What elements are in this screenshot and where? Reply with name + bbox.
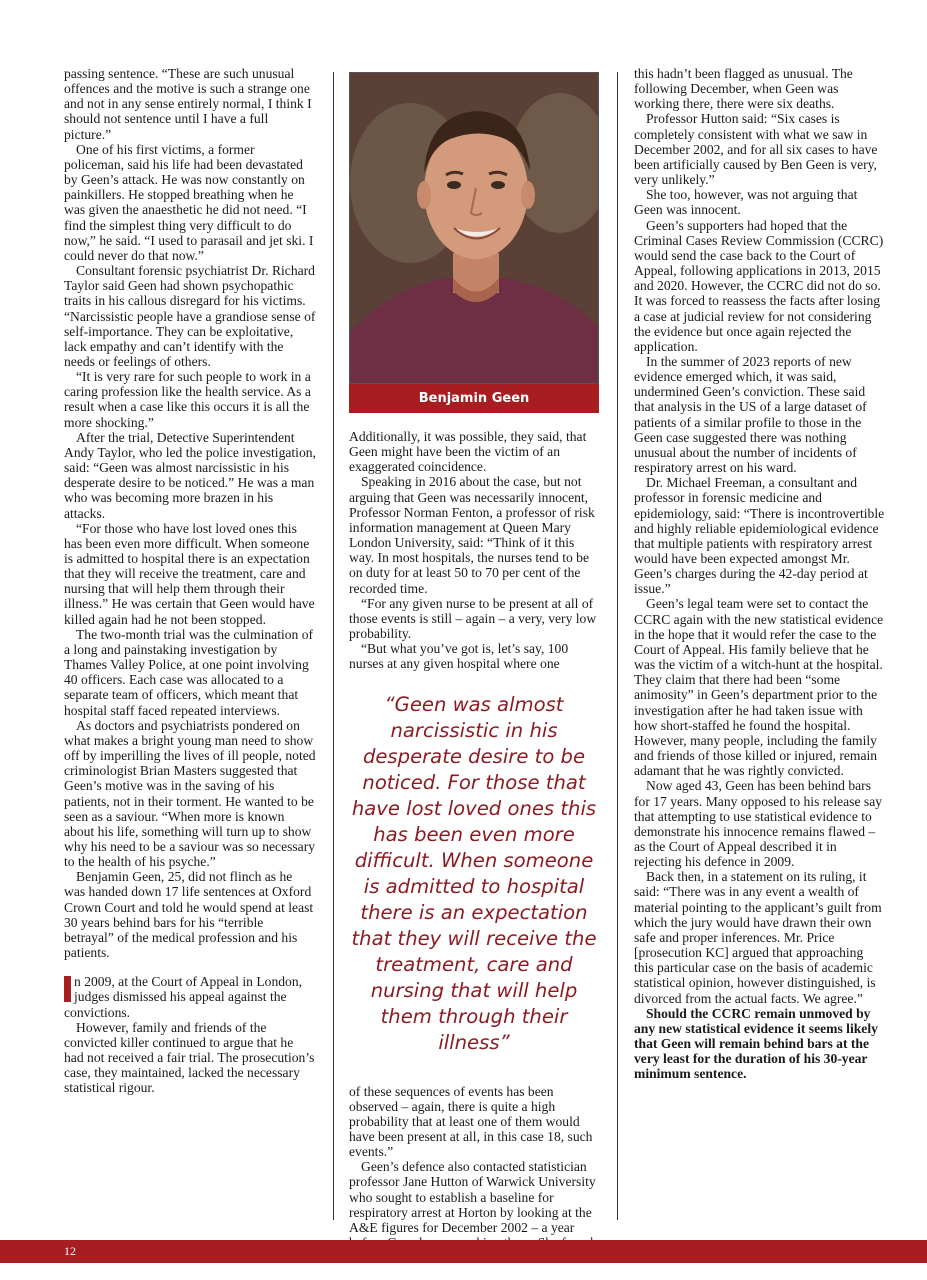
- paragraph: Back then, in a statement on its ruling, it said: “There was in any event a wealth of material pointing to the applicant’s guilt from which the jury would have drawn their own safe and proper inferences. Mr. Price [prosecution KC] argued that approaching this particular case on the basis of academic statistical opinion, however distinguished, is divorced from the actual facts. We agree.”: [634, 869, 882, 1006]
- paragraph: “But what you’ve got is, let’s say, 100 nurses at any given hospital where one: [349, 641, 569, 672]
- column-divider: [333, 72, 334, 1220]
- paragraph: “It is very rare for such people to work in a caring profession like the health service. As a result when a case like this occurs it is all the more shocking.”: [64, 369, 311, 430]
- paragraph: of these sequences of events has been observed – again, there is quite a high probability that at least one of them would have been present at all, in this case 18, such events.”: [349, 1083, 593, 1160]
- paragraph: Speaking in 2016 about the case, but not arguing that Geen was necessarily innocent, Professor Norman Fenton, a professor of risk information management at Queen Mary London University, said: “Think of it this way. In most hospitals, the nurses tend to be on duty for at least 50 to 70 per cent of the recorded time.: [349, 474, 595, 596]
- portrait-illustration: [350, 73, 599, 384]
- paragraph: One of his first victims, a former policeman, said his life had been devastated by Geen’s attack. He was now constantly on painkillers. He stopped breathing when he was given the anaesthetic he did not need. “I find the simplest thing very difficult to do now,” he said. “I used to parasail and jet ski. I could never do that now.”: [64, 141, 314, 263]
- portrait-photo: [349, 72, 599, 384]
- paragraph: She too, however, was not arguing that Geen was innocent.: [634, 187, 858, 218]
- paragraph: this hadn’t been flagged as unusual. The following December, when Geen was working there, there were six deaths.: [634, 66, 853, 112]
- paragraph: After the trial, Detective Superintendent Andy Taylor, who led the police investigation, said: “Geen was almost narcissistic in his desperate desire to be noticed.” He was a man who was becoming more brazen in his attacks.: [64, 429, 316, 521]
- paragraph: As doctors and psychiatrists pondered on what makes a bright young man need to show off by imperilling the lives of ill people, noted criminologist Brian Masters suggested that Geen’s motive was in the saving of his patients, not in their torment. He wanted to be seen as a saviour. “When more is known about his life, something will turn up to show why his need to be a saviour was so necessary to the health of his psyche.”: [64, 717, 316, 870]
- paragraph: “For any given nurse to be present at all of those events is still – again – a very, very low probability.: [349, 595, 597, 642]
- article-column-1: [64, 66, 316, 1095]
- paragraph: Consultant forensic psychiatrist Dr. Richard Taylor said Geen had shown psychopathic traits in his callous disregard for his victims. “Narcissistic people have a grandiose sense of self-importance. They can be exploitative, lack empathy and can’t identify with the needs or feelings of others.: [64, 263, 316, 369]
- section-opening-paragraph: n 2009, at the Court of Appeal in London, judges dismissed his appeal against the convictions.: [64, 974, 303, 1020]
- article-column-3: [634, 66, 886, 1081]
- pull-quote: “Geen was almost narcissistic in his desperate desire to be noticed. For those that have lost loved ones this has been even more difficult. When someone is admitted to hospital there is an expectation that they will receive the treatment, care and nursing that will help them through their illness”: [351, 692, 597, 1054]
- paragraph: Geen’s legal team were set to contact the CCRC again with the new statistical evidence in the hope that it would refer the case to the Court of Appeal. His family believe that he was the victim of a witch-hunt at the hospital. They claim that there had been “some animosity” in Geen’s department prior to the investigation after he had taken issue with how short-staffed he found the hospital. However, many people, including the family and friends of those killed or injured, remain adamant that he was rightly convicted.: [634, 596, 884, 779]
- paragraph: passing sentence. “These are such unusual offences and the motive is such a strange one and not in any sense entirely normal, I think I should not sentence until I have a full picture.”: [64, 66, 312, 142]
- drop-cap-marker: [64, 976, 71, 1002]
- paragraph: Now aged 43, Geen has been behind bars for 17 years. Many opposed to his release say that attempting to use statistical evidence to demonstrate his innocence remains flawed – as the Court of Appeal described it in rejecting his defence in 2009.: [634, 778, 883, 870]
- paragraph: Geen’s supporters had hoped that the Criminal Cases Review Commission (CCRC) would send the case back to the Court of Appeal, following applications in 2013, 2015 and 2020. However, the CCRC did not do so. It was forced to reassess the facts after losing a case at judicial review for not considering the evidence but once again rejected the application.: [634, 217, 884, 354]
- paragraph: Geen’s defence also contacted statistician professor Jane Hutton of Warwick University who sought to establish a baseline for respiratory arrest at Horton by looking at the A&E figures for December 2002 – a year: [349, 1159, 596, 1235]
- paragraph: Benjamin Geen, 25, did not flinch as he was handed down 17 life sentences at Oxford Crown Court and told he would spend at least 30 years behind bars for his “terrible betrayal” of the medical profession and his patients.: [64, 869, 314, 961]
- paragraph: Dr. Michael Freeman, a consultant and professor in forensic medicine and epidemiology, said: “There is incontrovertible and highly reliable epidemiological evidence that multiple patients with respiratory arrest would have been expected amongst Mr. Geen’s charges during the 42-day period at issue.”: [634, 475, 885, 597]
- closing-paragraph: Should the CCRC remain unmoved by any new statistical evidence it seems likely that Geen will remain behind bars at the very least for the duration of his 30-year minimum sentence.: [634, 1005, 878, 1082]
- page-number: 12: [64, 1244, 76, 1258]
- photo-caption: Benjamin Geen: [349, 384, 599, 413]
- paragraph: Professor Hutton said: “Six cases is completely consistent with what we saw in December 2002, and for all six cases to have been artificially caused by Ben Geen is very, very unlikely.”: [634, 111, 878, 188]
- paragraph: Additionally, it was possible, they said, that Geen might have been the victim of an exaggerated coincidence.: [349, 429, 587, 475]
- paragraph: However, family and friends of the convicted killer continued to argue that he had not received a fair trial. The prosecution’s case, they maintained, lacked the necessary statistical rigour.: [64, 1019, 315, 1096]
- footer-bar: [0, 1240, 927, 1263]
- column-divider: [617, 72, 618, 1220]
- paragraph: “For those who have lost loved ones this has been even more difficult. When someone is admitted to hospital there is an expectation that they will receive the treatment, care and nursing that will help them through their illness.” He was certain that Geen would have killed again had he not been stopped.: [64, 520, 315, 627]
- article-column-2: [349, 72, 599, 1265]
- paragraph: The two-month trial was the culmination of a long and painstaking investigation by Thames Valley Police, at one point involving 40 officers. Each case was allocated to a separate team of officers, which meant that hospital staff faced repeated interviews.: [64, 626, 314, 718]
- paragraph: In the summer of 2023 reports of new evidence emerged which, it was said, undermined Geen’s conviction. These said that analysis in the US of a large dataset of patients of a similar profile to those in the Geen case suggested there was nothing unusual about the number of incidents of respiratory arrest on his ward.: [634, 353, 867, 476]
